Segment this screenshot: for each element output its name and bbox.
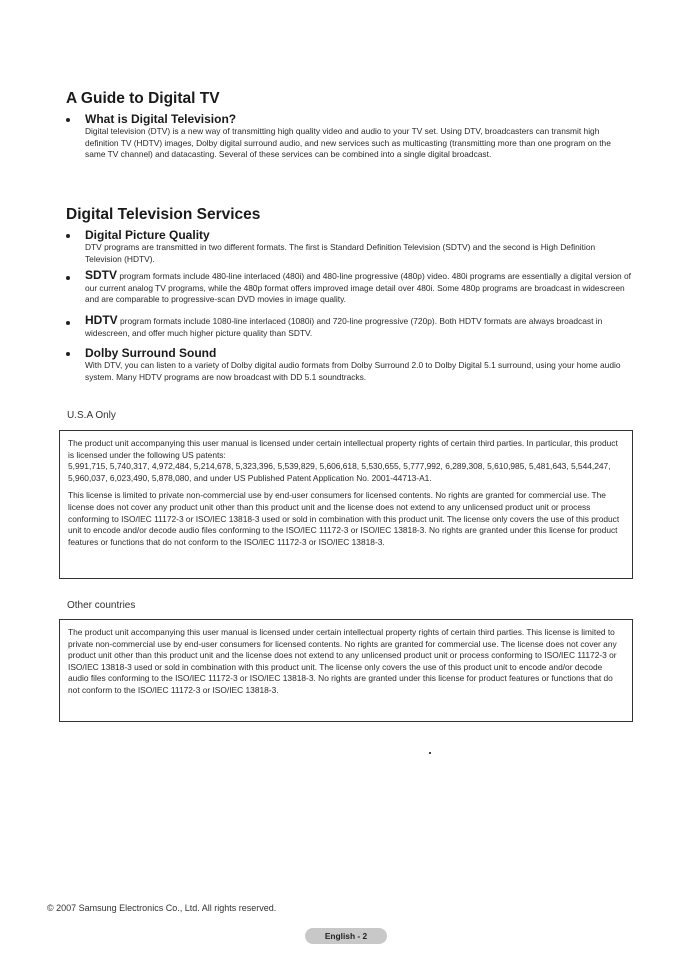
license-paragraph: The product unit accompanying this user manual is licensed under certain intellectual property rights of certain third parties. This license is limited to private non-commercial use by end-user consumers for licensed contents. No rights are granted for commercial use. The license does not cover any product unit other than this product unit and the license does not extend to any unlicensed product unit or process conforming to ISO/IEC 11172-3 or ISO/IEC 13818-3 used or sold in combination with this product unit. The license only covers the use of this product unit to encode and/or decode audio files conforming to the ISO/IEC 11172-3 or ISO/IEC 13818-3. No rights are granted under this license for product features or functions that do not conform to the ISO/IEC 11172-3 or ISO/IEC 13818-3. <box>68 627 617 695</box>
bullet-hdtv <box>66 315 631 339</box>
copyright: © 2007 Samsung Electronics Co., Ltd. All rights reserved. <box>47 903 277 913</box>
bullet-dot-icon <box>66 234 70 238</box>
license-box-other <box>59 619 633 722</box>
bullet-body: With DTV, you can listen to a variety of Dolby digital audio formats from Dolby Surround 2.0 to Dolby Digital 5.1 surround, using your home audio system. Many HDTV programs are now broadcast with DD 5.1 soundtracks. <box>85 360 621 382</box>
patent-list: 5,991,715, 5,740,317, 4,972,484, 5,214,678, 5,323,396, 5,539,829, 5,606,618, 5,530,655, 5,777,992, 6,289,308, 5,610,985, 5,481,643, 5,544,247, 5,960,037, 6,023,490, 5,878,080, and under US Published Patent Application No. 2001-44713-A1. <box>68 461 611 483</box>
stray-dot <box>429 752 431 754</box>
bullet-body: program formats include 480-line interlaced (480i) and 480-line progressive (480p) video. 480i programs are essentially a digital version of our current analog TV programs, while the 480p format offers improved image detail over 480i. Some 480p programs are broadcast in widescreen and are comparable to progressive-scan DVD movies in image quality. <box>85 271 631 305</box>
bullet-heading: What is Digital Television? <box>85 112 237 126</box>
bullet-heading: Digital Picture Quality <box>85 228 210 242</box>
bullet-what-is-dtv <box>66 112 631 161</box>
license-paragraph: This license is limited to private non-commercial use by end-user consumers for licensed contents. No rights are granted for commercial use. The license does not cover any product unit other than this product unit and the license does not extend to any unlicensed product unit or process conforming to ISO/IEC 11172-3 or ISO/IEC 13818-3 used or sold in combination with this product unit. The license only covers the use of this product unit to encode and/or decode audio files conforming to the ISO/IEC 11172-3 or ISO/IEC 13818-3. No rights are granted under this license for product features or functions that do not conform to the ISO/IEC 11172-3 or ISO/IEC 13818-3. <box>68 490 620 547</box>
bullet-body: program formats include 1080-line interlaced (1080i) and 720-line progressive (720p). Both HDTV formats are always broadcast in widescreen, and offer much higher picture quality than SDTV. <box>85 316 603 338</box>
bullet-dot-icon <box>66 321 70 325</box>
bullet-dolby <box>66 346 631 383</box>
bullet-term: SDTV <box>85 268 118 282</box>
bullet-dot-icon <box>66 118 70 122</box>
bullet-picture-quality <box>66 228 631 265</box>
license-paragraph: The product unit accompanying this user manual is licensed under certain intellectual property rights of certain third parties. In particular, this product is licensed under the following US patents: <box>68 438 618 460</box>
bullet-body: DTV programs are transmitted in two different formats. The first is Standard Definition Television (SDTV) and the second is High Definition Television (HDTV). <box>85 242 596 264</box>
section-title-guide: A Guide to Digital TV <box>66 90 220 107</box>
bullet-sdtv <box>66 270 631 306</box>
section-title-services: Digital Television Services <box>66 206 261 223</box>
bullet-dot-icon <box>66 276 70 280</box>
page-number-badge: English - 2 <box>305 928 387 944</box>
label-usa: U.S.A Only <box>67 410 116 421</box>
bullet-body: Digital television (DTV) is a new way of transmitting high quality video and audio to your TV set. Using DTV, broadcasters can transmit high definition TV (HDTV) images, Dolby digital surround audio, and new services such as multicasting (transmitting more than one program on the same TV channel) and datacasting. Several of these services can be combined into a single digital broadcast. <box>85 126 611 160</box>
bullet-term: HDTV <box>85 313 118 327</box>
license-box-usa <box>59 430 633 579</box>
bullet-heading: Dolby Surround Sound <box>85 346 217 360</box>
bullet-dot-icon <box>66 352 70 356</box>
label-other-countries: Other countries <box>67 600 136 611</box>
